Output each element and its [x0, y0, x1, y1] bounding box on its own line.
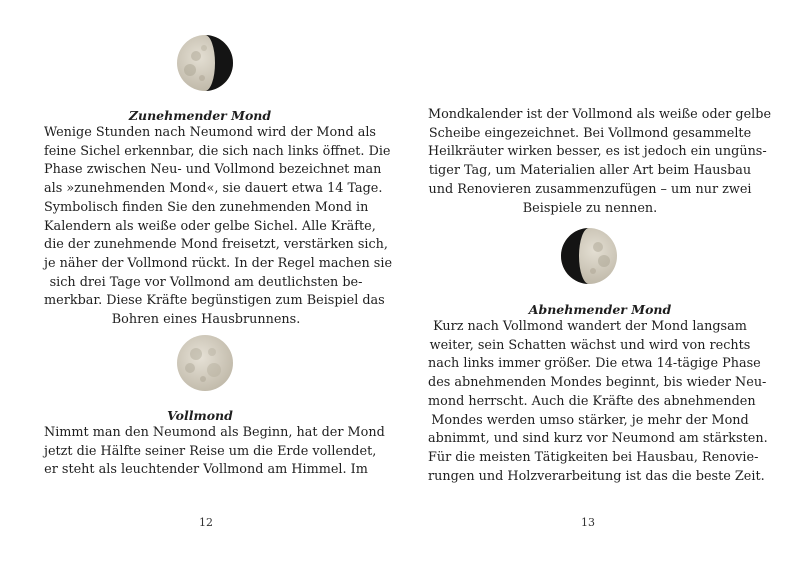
text-line: Symbolisch finden Sie den zunehmenden Mond in: [44, 199, 369, 215]
text-line: Kalendern als weiße oder gelbe Sichel. Alle Kräfte,: [44, 218, 376, 234]
paragraph-waning-moon: [428, 318, 768, 486]
right-page: [400, 0, 800, 567]
text-line: Für die meisten Tätigkeiten bei Hausbau, Renovie-: [428, 449, 759, 465]
text-line: sich drei Tage vor Vollmond am deutlichsten be-: [49, 274, 363, 290]
full-moon-icon: [176, 334, 234, 392]
paragraph-full-moon: [44, 424, 385, 480]
text-line: mond herrscht. Auch die Kräfte des abnehmenden: [428, 393, 756, 409]
section-heading-full-moon: Vollmond: [167, 408, 233, 423]
waning-moon-icon: [560, 227, 618, 285]
text-line: und Renovieren zusammenzufügen – um nur zwei: [428, 181, 752, 197]
paragraph-continuation: [428, 106, 772, 218]
waxing-moon-icon: [176, 34, 234, 92]
text-line: die der zunehmende Mond freisetzt, verstärken sich,: [44, 237, 388, 253]
text-line: er steht als leuchtender Vollmond am Himmel. Im: [44, 462, 368, 478]
text-line: nach links immer größer. Die etwa 14-tägige Phase: [428, 356, 761, 372]
text-line: abnimmt, und sind kurz vor Neumond am stärksten.: [428, 431, 768, 447]
page-number: 13: [581, 516, 595, 529]
page-number: 12: [199, 516, 213, 529]
text-line: feine Sichel erkennbar, die sich nach links öffnet. Die: [44, 143, 391, 159]
text-line: Phase zwischen Neu- und Vollmond bezeichnet man: [44, 162, 382, 178]
text-line: Heilkräuter wirken besser, es ist jedoch ein ungüns-: [428, 144, 767, 160]
text-line: tiger Tag, um Materialien aller Art beim Hausbau: [428, 163, 752, 179]
section-heading-waxing-moon: Zunehmender Mond: [128, 108, 272, 123]
text-line: des abnehmenden Mondes beginnt, bis wieder Neu-: [428, 375, 767, 391]
text-line: merkbar. Diese Kräfte begünstigen zum Beispiel das: [44, 293, 385, 309]
text-line: jetzt die Hälfte seiner Reise um die Erde vollendet,: [44, 443, 377, 459]
text-line: weiter, sein Schatten wächst und wird von rechts: [429, 337, 751, 353]
text-line: Nimmt man den Neumond als Beginn, hat der Mond: [44, 425, 385, 440]
paragraph-waxing-moon: [44, 124, 393, 330]
text-line: rungen und Holzverarbeitung ist das die beste Zeit.: [428, 468, 765, 484]
text-line: je näher der Vollmond rückt. In der Regel machen sie: [44, 255, 393, 271]
text-line: Mondkalender ist der Vollmond als weiße oder gelbe: [428, 107, 772, 122]
text-line: Wenige Stunden nach Neumond wird der Mond als: [44, 125, 376, 140]
text-line: Kurz nach Vollmond wandert der Mond langsam: [433, 319, 747, 334]
text-line: Scheibe eingezeichnet. Bei Vollmond gesammelte: [428, 125, 752, 141]
text-line: als »zunehmenden Mond«, sie dauert etwa 14 Tage.: [44, 181, 383, 197]
text-line: Beispiele zu nennen.: [522, 200, 658, 216]
text-line: Bohren eines Hausbrunnens.: [111, 312, 301, 328]
text-line: Mondes werden umso stärker, je mehr der Mond: [431, 412, 749, 428]
section-heading-waning-moon: Abnehmender Mond: [528, 302, 672, 317]
